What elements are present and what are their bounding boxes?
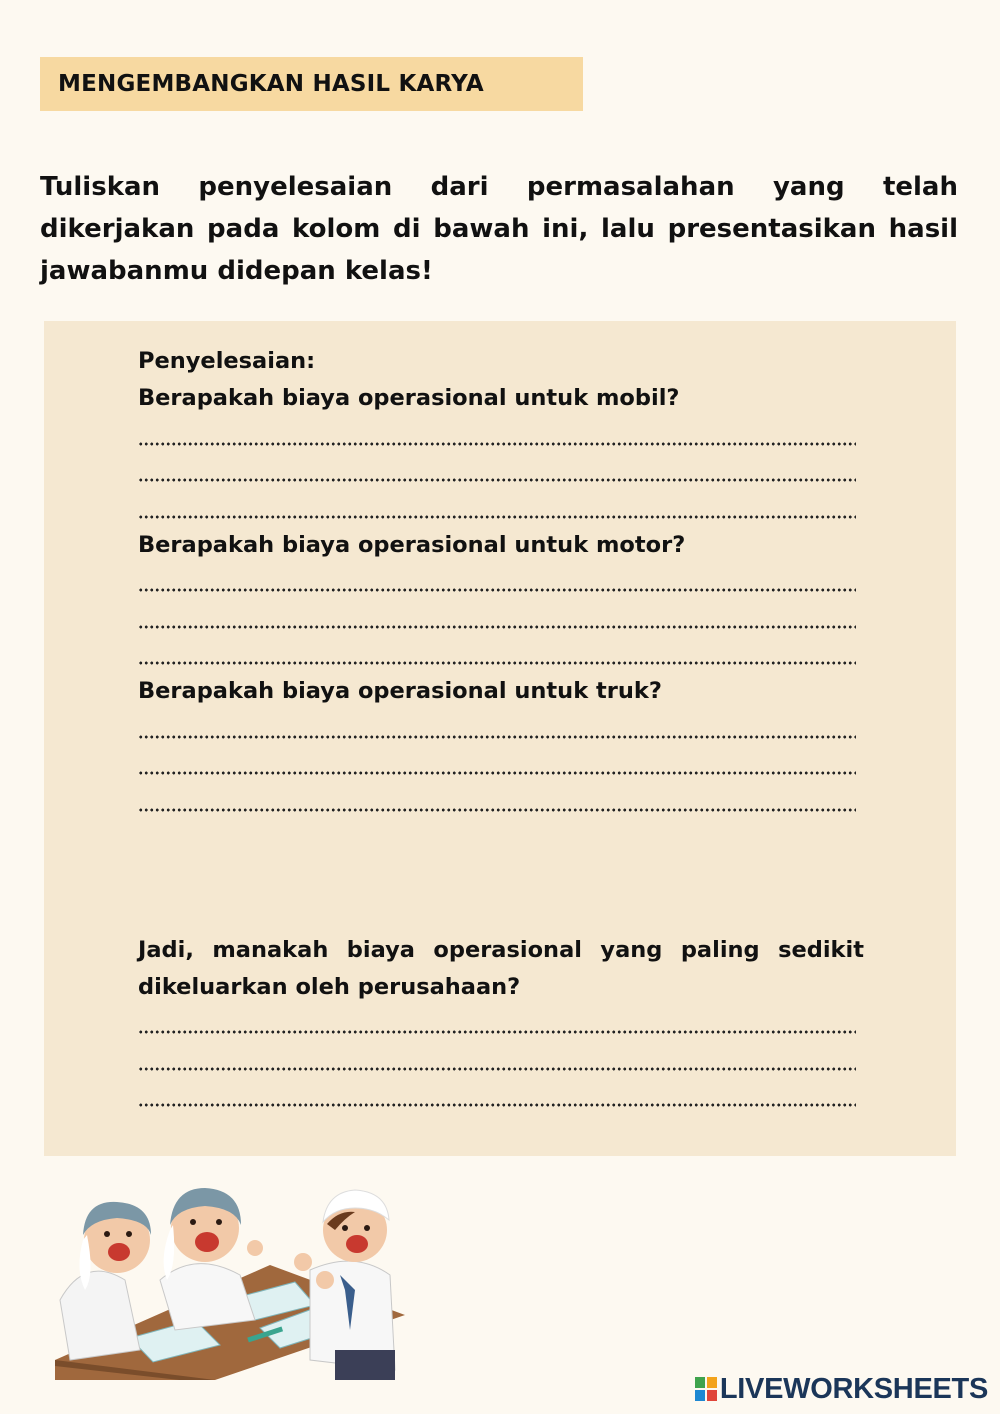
liveworksheets-logo-icon: [695, 1377, 717, 1401]
question-car: Berapakah biaya operasional untuk mobil?: [138, 385, 680, 411]
panel-content: [138, 343, 864, 1115]
answer-line-car-1[interactable]: [138, 417, 856, 454]
answer-line-motorcycle-1[interactable]: [138, 564, 856, 601]
liveworksheets-watermark[interactable]: [695, 1372, 988, 1406]
conclusion-question: Jadi, manakah biaya operasional yang paling sedikit dikeluarkan oleh perusahaan?: [138, 936, 864, 1000]
answer-line-truck-3[interactable]: [138, 783, 856, 820]
answer-line-car-3[interactable]: [138, 490, 856, 527]
answer-panel: [44, 321, 956, 1156]
question-motorcycle: Berapakah biaya operasional untuk motor?: [138, 531, 686, 558]
section-header: [40, 57, 583, 111]
answer-line-truck-1[interactable]: [138, 710, 856, 747]
watermark-text: LIVEWORKSHEETS: [719, 1372, 988, 1405]
question-truck: Berapakah biaya operasional untuk truk?: [138, 678, 662, 704]
answer-line-conclusion-1[interactable]: [138, 1006, 856, 1043]
answer-line-truck-2[interactable]: [138, 747, 856, 784]
students-illustration: [55, 1180, 405, 1380]
instruction-text: Tuliskan penyelesaian dari permasalahan yang telah dikerjakan pada kolom di bawah ini, lalu presentasikan hasil jawabanmu didepan kelas!: [40, 172, 958, 286]
answer-line-motorcycle-2[interactable]: [138, 600, 856, 637]
answer-line-conclusion-3[interactable]: [138, 1079, 856, 1116]
solution-label: Penyelesaian:: [138, 348, 316, 374]
panel-spacer: [138, 820, 864, 932]
answer-line-motorcycle-3[interactable]: [138, 637, 856, 674]
answer-line-conclusion-2[interactable]: [138, 1042, 856, 1079]
section-title: MENGEMBANGKAN HASIL KARYA: [58, 71, 484, 97]
answer-line-car-2[interactable]: [138, 454, 856, 491]
